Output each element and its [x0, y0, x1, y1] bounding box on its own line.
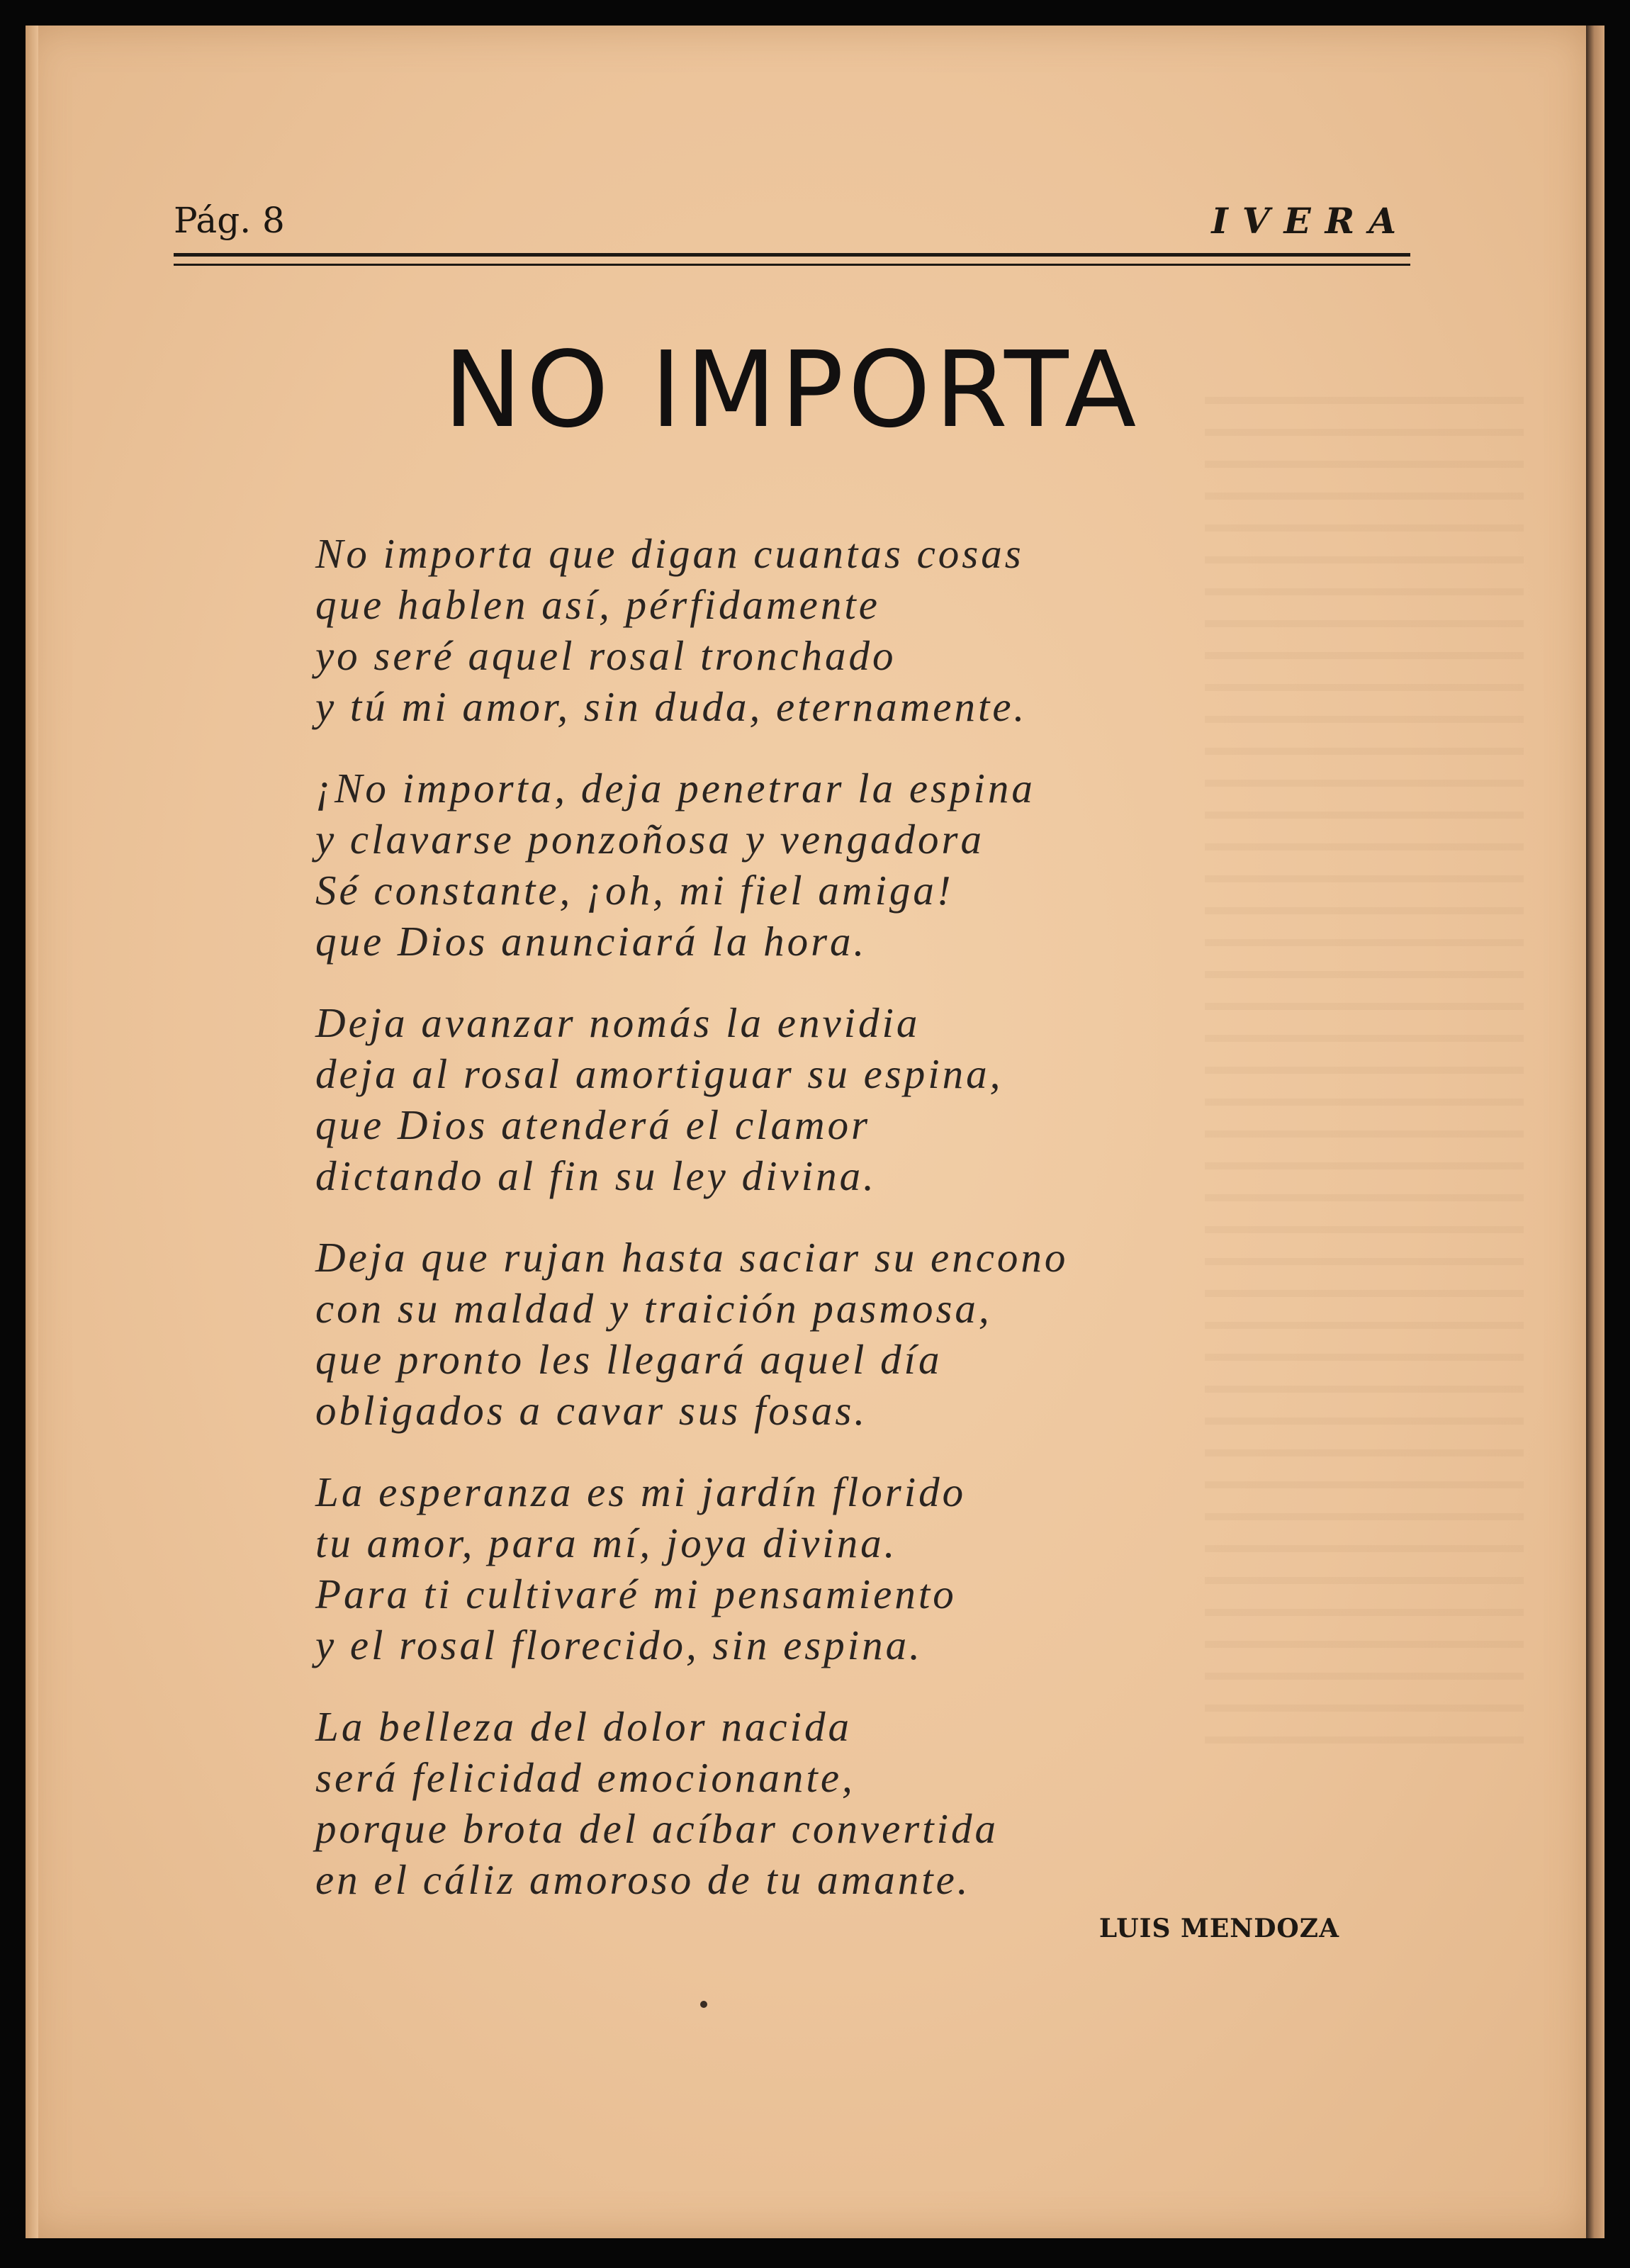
poem-line: La esperanza es mi jardín florido	[315, 1469, 967, 1515]
poem-line: en el cáliz amoroso de tu amante.	[315, 1856, 971, 1903]
poem-line: Para ti cultivaré mi pensamiento	[315, 1571, 957, 1617]
poem-line: que pronto les llegará aquel día	[315, 1336, 943, 1383]
ink-speck	[700, 2001, 707, 2008]
poem-line: que Dios anunciará la hora.	[315, 918, 867, 965]
poem-line: Deja que rujan hasta saciar su encono	[315, 1234, 1069, 1281]
stanza	[315, 997, 1237, 1201]
poem-line: Sé constante, ¡oh, mi fiel amiga!	[315, 867, 954, 914]
stanza	[315, 1232, 1237, 1436]
poem-line: obligados a cavar sus fosas.	[315, 1387, 868, 1434]
poem-line: que hablen así, pérfidamente	[315, 581, 880, 628]
stanza	[315, 1701, 1237, 1905]
poem-line: dictando al fin su ley divina.	[315, 1152, 877, 1199]
stanza	[315, 1466, 1237, 1671]
poem-line: Deja avanzar nomás la envidia	[315, 999, 921, 1046]
page-number: Pág. 8	[174, 200, 285, 241]
poem-line: deja al rosal amortiguar su espina,	[315, 1050, 1004, 1097]
poem-line: yo seré aquel rosal tronchado	[315, 632, 896, 679]
show-through-texture	[1205, 397, 1524, 1744]
poem-line: y tú mi amor, sin duda, eternamente.	[315, 683, 1028, 730]
poem-line: La belleza del dolor nacida	[315, 1703, 852, 1750]
poem-line: con su maldad y traición pasmosa,	[315, 1285, 992, 1332]
poem-line: será felicidad emocionante,	[315, 1754, 855, 1801]
header-rule-thick	[174, 253, 1410, 257]
poem-line: ¡No importa, deja penetrar la espina	[315, 765, 1035, 812]
stanza	[315, 528, 1237, 732]
binding-spine	[1586, 26, 1604, 2238]
poem-body	[315, 528, 1237, 1936]
poem-line: y el rosal florecido, sin espina.	[315, 1622, 923, 1668]
header-rule-thin	[174, 264, 1410, 266]
page-edge	[26, 26, 38, 2238]
publication-name: IVERA	[1211, 200, 1410, 242]
poem-line: tu amor, para mí, joya divina.	[315, 1520, 898, 1566]
poem-line: No importa que digan cuantas cosas	[315, 530, 1024, 577]
poem-line: que Dios atenderá el clamor	[315, 1101, 871, 1148]
poem-line: porque brota del acíbar convertida	[315, 1805, 999, 1852]
stanza	[315, 763, 1237, 967]
poem-line: y clavarse ponzoñosa y vengadora	[315, 816, 985, 863]
poem-title: NO IMPORTA	[443, 329, 1141, 451]
author-signature: LUIS MENDOZA	[1098, 1914, 1339, 1943]
